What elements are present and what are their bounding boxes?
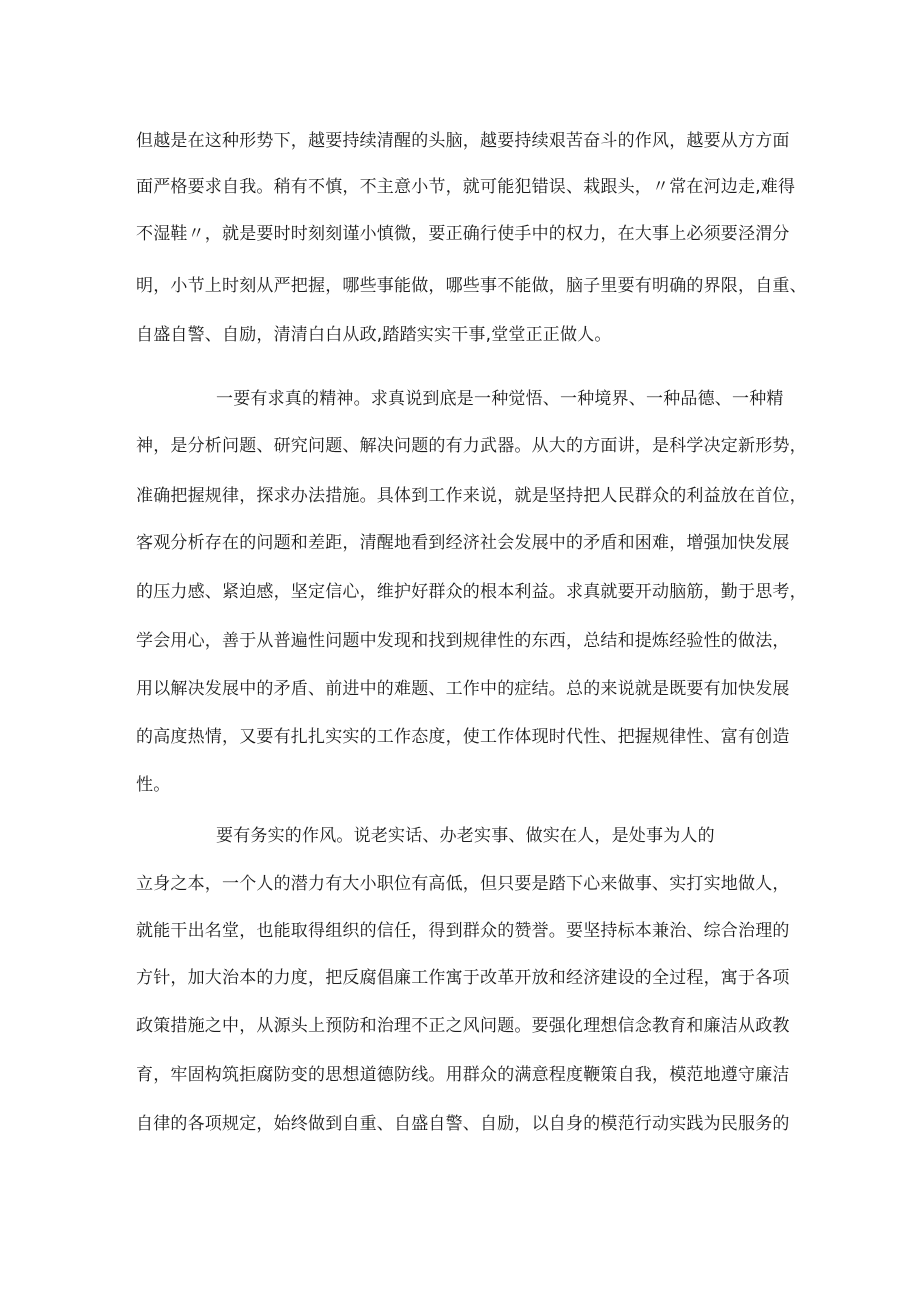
paragraph-2-line-3: 准确把握规律，探求办法措施。具体到工作来说，就是坚持把人民群众的利益放在首位， xyxy=(136,486,807,506)
paragraph-3-line-2: 立身之本，一个人的潜力有大小职位有高低，但只要是踏下心来做事、实打实地做人， xyxy=(136,874,790,894)
paragraph-1-line-4: 明，小节上时刻从严把握，哪些事能做，哪些事不能做，脑子里要有明确的界限，自重、 xyxy=(136,276,807,296)
paragraph-1-line-3: 不湿鞋〃，就是要时时刻刻谨小慎微，要正确行使手中的权力，在大事上必须要泾渭分 xyxy=(136,224,790,244)
paragraph-2-line-1: 一要有求真的精神。求真说到底是一种觉悟、一种境界、一种品德、一种精 xyxy=(216,389,784,409)
paragraph-2-line-7: 用以解决发展中的矛盾、前进中的难题、工作中的症结。总的来说就是既要有加快发展 xyxy=(136,679,790,699)
paragraph-3-line-1: 要有务实的作风。说老实话、办老实事、做实在人，是处事为人的 xyxy=(216,826,715,846)
paragraph-3-line-5: 政策措施之中，从源头上预防和治理不正之风问题。要强化理想信念教育和廉洁从政教 xyxy=(136,1016,790,1036)
paragraph-1-line-5: 自盛自警、自励，清清白白从政,踏踏实实干事,堂堂正正做人。 xyxy=(136,325,612,345)
paragraph-2-line-9: 性。 xyxy=(136,775,171,795)
paragraph-3-line-3: 就能干出名堂，也能取得组织的信任，得到群众的赞誉。要坚持标本兼治、综合治理的 xyxy=(136,921,790,941)
paragraph-2-line-5: 的压力感、紧迫感，坚定信心，维护好群众的根本利益。求真就要开动脑筋，勤于思考， xyxy=(136,582,807,602)
paragraph-2-line-4: 客观分析存在的问题和差距，清醒地看到经济社会发展中的矛盾和困难，增强加快发展 xyxy=(136,533,790,553)
paragraph-1-line-1: 但越是在这种形势下，越要持续清醒的头脑，越要持续艰苦奋斗的作风，越要从方方面 xyxy=(136,131,790,151)
paragraph-2-line-8: 的高度热情，又要有扎扎实实的工作态度，使工作体现时代性、把握规律性、富有创造 xyxy=(136,727,790,747)
paragraph-2-line-2: 神，是分析问题、研究问题、解决问题的有力武器。从大的方面讲，是科学决定新形势， xyxy=(136,436,807,456)
paragraph-3-line-6: 育，牢固构筑拒腐防变的思想道德防线。用群众的满意程度鞭策自我，模范地遵守廉洁 xyxy=(136,1065,790,1085)
paragraph-3-line-7: 自律的各项规定，始终做到自重、自盛自警、自励，以自身的模范行动实践为民服务的 xyxy=(136,1114,790,1134)
paragraph-3-line-4: 方针，加大治本的力度，把反腐倡廉工作寓于改革开放和经济建设的全过程，寓于各项 xyxy=(136,968,790,988)
paragraph-1-line-2: 面严格要求自我。稍有不慎，不主意小节，就可能犯错误、栽跟头，〃常在河边走,难得 xyxy=(136,177,796,197)
paragraph-2-line-6: 学会用心，善于从普遍性问题中发现和找到规律性的东西，总结和提炼经验性的做法， xyxy=(136,631,790,651)
